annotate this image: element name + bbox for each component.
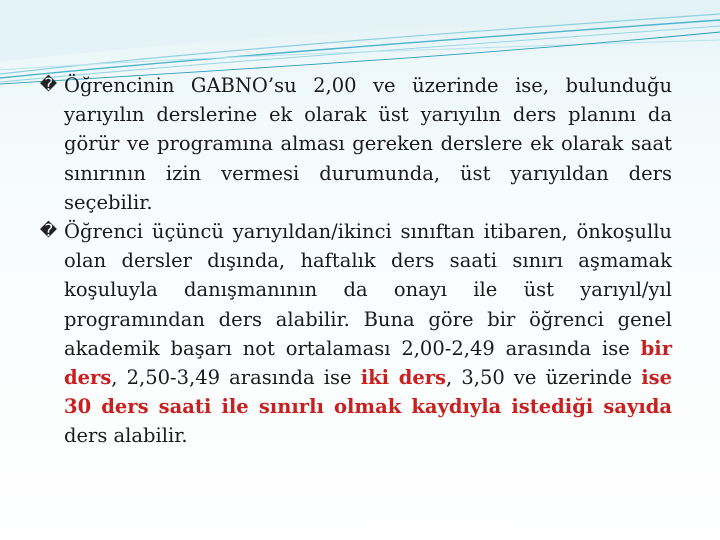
paragraph-1 — [36, 71, 672, 217]
paragraph-2-text-end: ders alabilir. — [64, 424, 188, 448]
highlight-two-courses: iki ders — [360, 366, 447, 390]
bullet-icon: � — [39, 221, 58, 242]
slide-body — [36, 71, 672, 451]
bullet-icon: � — [39, 75, 58, 95]
highlight-one-course: bir ders — [64, 336, 672, 390]
paragraph-2-text: Öğrenci üçüncü yarıyıldan/ikinci sınıftan itibaren, önkoşullu olan dersler dışında, haftalık ders saati sınırı aşmamak koşuluyla danışmanının da onayı ile üst yarıyıl/yıl programından ders alabilir. Buna göre bir öğrenci genel akademik başarı not ortalaması 2,00-2,49 arasında ise — [64, 220, 672, 360]
highlight-30-hours: ise 30 ders saati ile sınırlı olmak kaydıyla istediği sayıda — [64, 366, 673, 419]
paragraph-2-text-cont: , 3,50 ve üzerinde — [446, 366, 642, 390]
paragraph-2 — [36, 217, 672, 451]
paragraph-2-text-cont: , 2,50-3,49 arasında ise — [111, 366, 361, 390]
paragraph-1-text: Öğrencinin GABNO’su 2,00 ve üzerinde ise, bulunduğu yarıyılın derslerine ek olarak üst yarıyılın ders planını da görür ve programına alması gereken derslere ek olarak saat sınırının izin vermesi durumunda, üst yarıyıldan ders seçebilir. — [64, 74, 672, 214]
